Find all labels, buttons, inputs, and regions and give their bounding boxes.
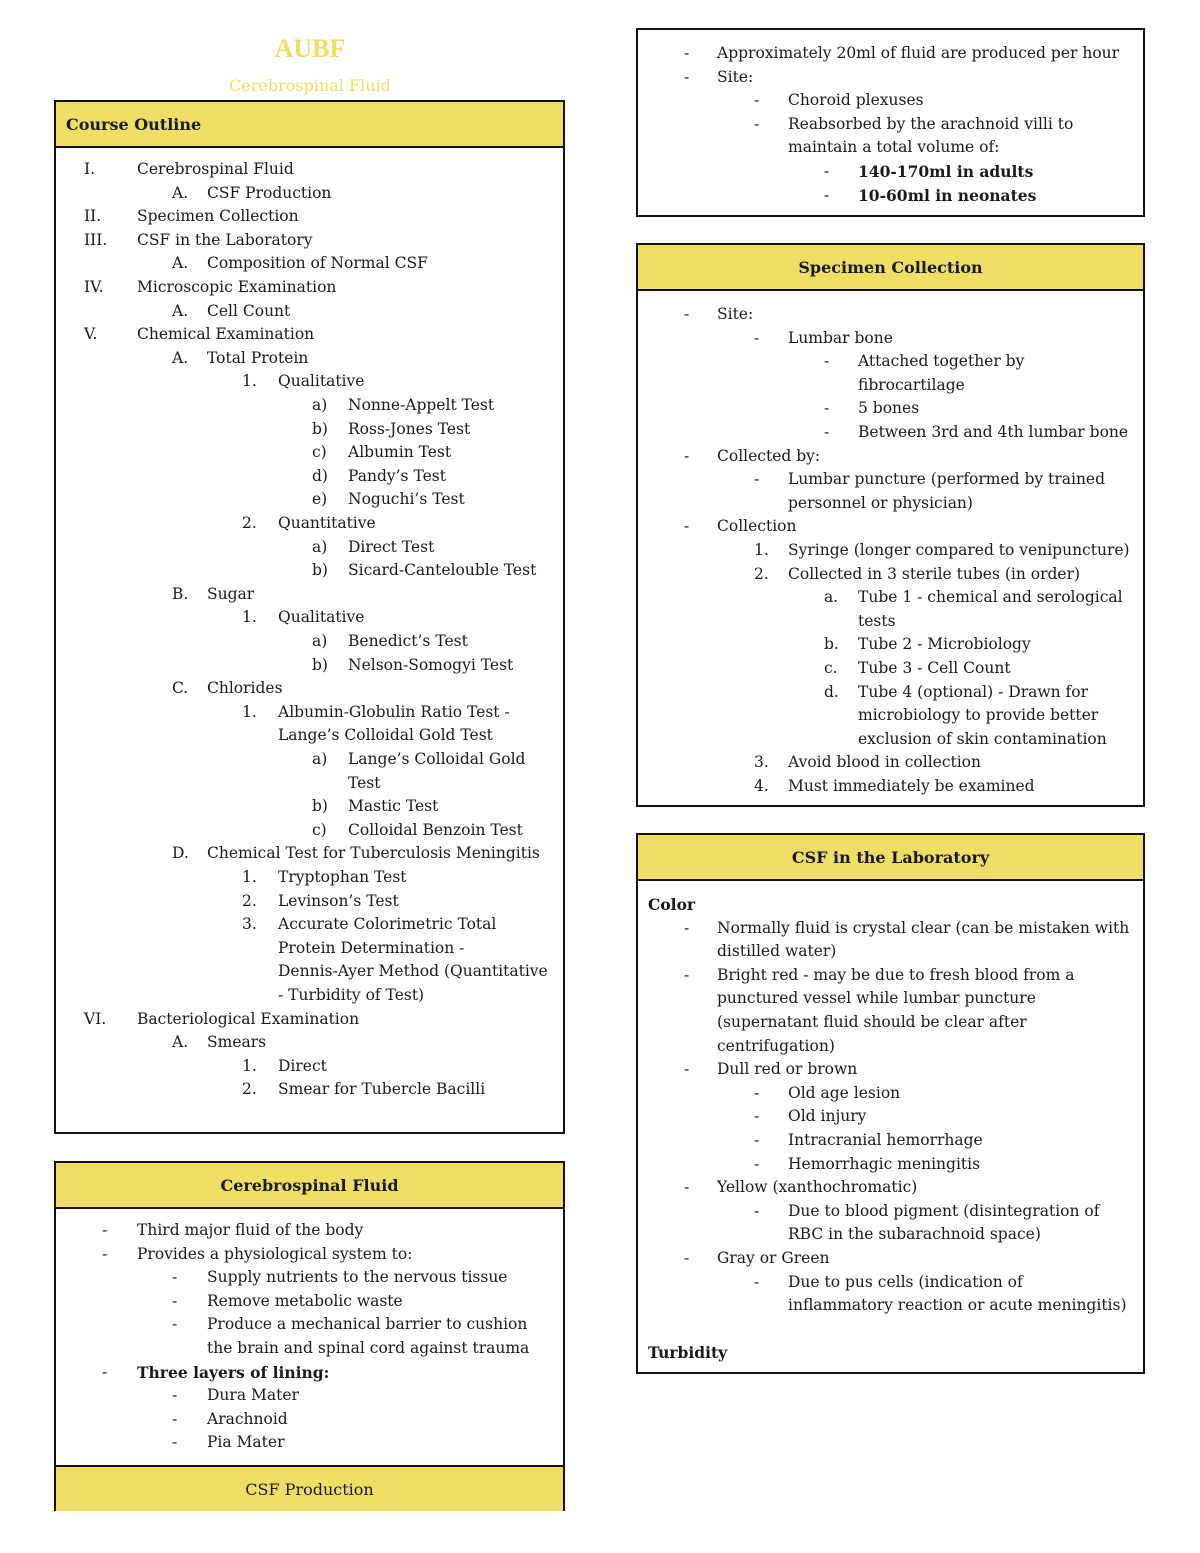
list-marker: 3. bbox=[754, 753, 769, 772]
list-marker: 3. bbox=[242, 915, 257, 934]
list-item: Tube 1 - chemical and serological bbox=[858, 588, 1123, 607]
list-item: Tryptophan Test bbox=[278, 868, 407, 886]
list-item: Yellow (xanthochromatic) bbox=[717, 1178, 918, 1197]
list-marker: 2. bbox=[242, 1080, 257, 1099]
list-marker: - bbox=[102, 1221, 108, 1239]
list-item: Albumin-Globulin Ratio Test - bbox=[278, 702, 510, 721]
list-item: Third major fluid of the body bbox=[137, 1221, 364, 1239]
list-item: Mastic Test bbox=[348, 797, 439, 816]
list-item: Tube 4 (optional) - Drawn for bbox=[858, 682, 1089, 701]
list-item: Syringe (longer compared to venipuncture) bbox=[788, 541, 1130, 559]
list-item: Sugar bbox=[207, 584, 255, 603]
list-item: Provides a physiological system to: bbox=[137, 1244, 413, 1263]
list-marker: A. bbox=[172, 183, 189, 202]
list-marker: - bbox=[684, 918, 690, 937]
list-marker: - bbox=[754, 1083, 760, 1102]
list-item: Between 3rd and 4th lumbar bone bbox=[858, 423, 1129, 441]
list-marker: - bbox=[684, 517, 690, 536]
list-marker: - bbox=[754, 1272, 760, 1291]
list-marker: b. bbox=[824, 635, 839, 654]
list-marker: 2. bbox=[242, 891, 257, 910]
list-marker: - bbox=[754, 91, 760, 110]
list-marker: - bbox=[172, 1386, 178, 1405]
list-item: Smears bbox=[207, 1033, 267, 1052]
list-marker: - bbox=[172, 1291, 178, 1310]
list-marker: - bbox=[102, 1244, 108, 1263]
list-item: Due to pus cells (indication of bbox=[788, 1272, 1023, 1291]
list-item: Due to blood pigment (disintegration of bbox=[788, 1201, 1100, 1220]
list-item: fibrocartilage bbox=[858, 375, 965, 394]
list-marker: - bbox=[684, 1249, 690, 1267]
list-marker: - bbox=[754, 1154, 760, 1173]
list-marker: - bbox=[824, 185, 830, 204]
list-item: Cerebrospinal Fluid bbox=[137, 160, 294, 178]
list-item: Dura Mater bbox=[207, 1386, 299, 1405]
list-marker: - bbox=[684, 305, 690, 323]
list-item: Color bbox=[648, 895, 696, 914]
list-marker: - bbox=[684, 1060, 690, 1079]
list-item: CSF in the Laboratory bbox=[137, 230, 313, 249]
list-item: Tube 3 - Cell Count bbox=[858, 659, 1011, 677]
list-item: Specimen Collection bbox=[137, 207, 299, 226]
list-marker: 1. bbox=[242, 372, 257, 391]
list-item: Total Protein bbox=[207, 348, 309, 367]
list-marker: - bbox=[172, 1409, 178, 1428]
cerebrospinal-fluid-box bbox=[54, 1161, 565, 1511]
cerebrospinal-fluid-header: Cerebrospinal Fluid bbox=[56, 1163, 563, 1209]
list-item: Chemical Examination bbox=[137, 325, 315, 344]
course-outline-box bbox=[54, 100, 565, 1134]
list-item: Quantitative bbox=[278, 514, 376, 532]
csf-production-box bbox=[636, 28, 1145, 217]
list-item: punctured vessel while lumbar puncture bbox=[717, 989, 1036, 1008]
list-item: Test bbox=[348, 773, 381, 792]
list-item: Old age lesion bbox=[788, 1083, 901, 1102]
list-item: Gray or Green bbox=[717, 1249, 830, 1267]
list-marker: 1. bbox=[242, 702, 257, 721]
list-item: Cell Count bbox=[207, 301, 291, 320]
list-marker: VI. bbox=[84, 1009, 107, 1028]
list-marker: - bbox=[172, 1268, 178, 1287]
list-item: (supernatant fluid should be clear after bbox=[717, 1013, 1027, 1031]
list-marker: - bbox=[684, 67, 690, 86]
list-marker: b) bbox=[312, 655, 328, 674]
list-item: Lange’s Colloidal Gold bbox=[348, 750, 526, 768]
list-item: Microscopic Examination bbox=[137, 278, 337, 296]
list-marker: 2. bbox=[754, 564, 769, 583]
list-item: Collection bbox=[717, 517, 797, 536]
list-marker: a) bbox=[312, 537, 328, 556]
list-item: Tube 2 - Microbiology bbox=[858, 635, 1031, 654]
list-item: Lange’s Colloidal Gold Test bbox=[278, 726, 493, 745]
list-item: Arachnoid bbox=[207, 1409, 288, 1428]
csf-laboratory-box bbox=[636, 833, 1145, 1374]
list-marker: b) bbox=[312, 419, 328, 438]
list-marker: - bbox=[824, 352, 830, 371]
list-marker: - bbox=[172, 1433, 178, 1452]
list-marker: - bbox=[754, 470, 760, 489]
list-item: Nonne-Appelt Test bbox=[348, 396, 495, 414]
list-item: Three layers of lining: bbox=[137, 1362, 330, 1382]
list-item: Dull red or brown bbox=[717, 1060, 858, 1079]
list-marker: - bbox=[754, 328, 760, 347]
list-item: Qualitative bbox=[278, 608, 365, 627]
csf-production-header: CSF Production bbox=[56, 1465, 563, 1511]
list-item: Noguchi’s Test bbox=[348, 490, 465, 509]
list-item: Choroid plexuses bbox=[788, 91, 924, 110]
list-marker: d) bbox=[312, 466, 328, 485]
list-marker: D. bbox=[172, 844, 189, 863]
list-marker: d. bbox=[824, 682, 839, 701]
list-item: Collected by: bbox=[717, 446, 821, 465]
list-marker: - bbox=[684, 44, 690, 62]
list-marker: - bbox=[824, 423, 830, 441]
list-item: distilled water) bbox=[717, 942, 837, 961]
list-item: Remove metabolic waste bbox=[207, 1291, 403, 1310]
list-marker: 4. bbox=[754, 777, 769, 795]
list-item: Bacteriological Examination bbox=[137, 1009, 360, 1028]
list-marker: A. bbox=[172, 1033, 189, 1052]
list-item: Hemorrhagic meningitis bbox=[788, 1154, 981, 1173]
list-item: personnel or physician) bbox=[788, 493, 973, 512]
list-item: Qualitative bbox=[278, 372, 365, 391]
list-marker: IV. bbox=[84, 278, 104, 296]
list-item: exclusion of skin contamination bbox=[858, 729, 1107, 748]
list-item: Bright red - may be due to fresh blood from a bbox=[717, 965, 1075, 984]
list-marker: b) bbox=[312, 797, 328, 816]
list-item: Nelson-Somogyi Test bbox=[348, 655, 514, 674]
list-item: 140-170ml in adults bbox=[858, 162, 1034, 181]
list-item: Site: bbox=[717, 67, 754, 86]
list-marker: C. bbox=[172, 679, 189, 698]
list-item: Albumin Test bbox=[348, 443, 452, 462]
list-marker: - bbox=[754, 1107, 760, 1126]
specimen-collection-box bbox=[636, 243, 1145, 807]
list-marker: a) bbox=[312, 396, 328, 414]
list-marker: a. bbox=[824, 588, 839, 607]
list-item: Dennis-Ayer Method (Quantitative bbox=[278, 962, 548, 981]
list-item: Normally fluid is crystal clear (can be mistaken with bbox=[717, 918, 1130, 937]
list-item: Benedict’s Test bbox=[348, 632, 468, 650]
specimen-collection-header: Specimen Collection bbox=[638, 245, 1143, 291]
list-marker: c. bbox=[824, 659, 838, 677]
list-marker: b) bbox=[312, 561, 328, 580]
list-marker: A. bbox=[172, 254, 189, 273]
list-marker: II. bbox=[84, 207, 102, 226]
list-marker: V. bbox=[84, 325, 98, 344]
list-item: tests bbox=[858, 611, 896, 630]
list-item: CSF Production bbox=[207, 183, 332, 202]
list-item: Protein Determination - bbox=[278, 938, 465, 957]
list-item: Supply nutrients to the nervous tissue bbox=[207, 1268, 508, 1287]
course-outline-header: Course Outline bbox=[56, 102, 563, 148]
list-item: Old injury bbox=[788, 1107, 867, 1126]
list-item: Pandy’s Test bbox=[348, 466, 446, 485]
list-marker: c) bbox=[312, 820, 327, 839]
list-marker: 1. bbox=[242, 1056, 257, 1075]
list-item: Smear for Tubercle Bacilli bbox=[278, 1080, 486, 1099]
list-marker: - bbox=[684, 965, 690, 984]
list-marker: - bbox=[754, 1201, 760, 1220]
list-marker: - bbox=[824, 162, 830, 180]
list-item: RBC in the subarachnoid space) bbox=[788, 1225, 1041, 1244]
list-item: maintain a total volume of: bbox=[788, 138, 1000, 157]
list-item: Avoid blood in collection bbox=[788, 753, 982, 772]
list-marker: - bbox=[824, 399, 830, 418]
list-item: Direct bbox=[278, 1056, 327, 1075]
list-marker: B. bbox=[172, 584, 189, 603]
list-item: Reabsorbed by the arachnoid villi to bbox=[788, 114, 1074, 133]
list-marker: 1. bbox=[242, 868, 257, 886]
list-marker: 2. bbox=[242, 514, 257, 532]
list-item: Ross-Jones Test bbox=[348, 419, 471, 438]
list-marker: 1. bbox=[754, 541, 769, 559]
list-marker: - bbox=[684, 1178, 690, 1197]
list-item: Lumbar bone bbox=[788, 328, 893, 347]
list-marker: - bbox=[684, 446, 690, 465]
list-item: the brain and spinal cord against trauma bbox=[207, 1339, 530, 1357]
list-marker: - bbox=[172, 1315, 178, 1334]
list-marker: 1. bbox=[242, 608, 257, 627]
list-item: 10-60ml in neonates bbox=[858, 185, 1037, 205]
list-item: Site: bbox=[717, 305, 754, 323]
list-item: Levinson’s Test bbox=[278, 891, 399, 910]
list-marker: e) bbox=[312, 490, 328, 509]
list-item: Composition of Normal CSF bbox=[207, 254, 428, 273]
document-title: AUBF bbox=[274, 34, 346, 63]
list-item: Chlorides bbox=[207, 679, 283, 698]
list-marker: III. bbox=[84, 230, 108, 249]
list-item: Intracranial hemorrhage bbox=[788, 1131, 983, 1149]
document-subtitle: Cerebrospinal Fluid bbox=[229, 76, 391, 95]
list-item: 5 bones bbox=[858, 399, 920, 418]
list-marker: - bbox=[754, 1131, 760, 1149]
list-marker: a) bbox=[312, 632, 328, 650]
list-item: Sicard-Cantelouble Test bbox=[348, 561, 537, 580]
list-item: microbiology to provide better bbox=[858, 706, 1099, 725]
list-item: Direct Test bbox=[348, 537, 435, 556]
list-marker: I. bbox=[84, 160, 96, 178]
list-marker: c) bbox=[312, 443, 327, 462]
list-item: Turbidity bbox=[648, 1343, 728, 1363]
list-item: - Turbidity of Test) bbox=[278, 986, 425, 1004]
list-item: Pia Mater bbox=[207, 1433, 285, 1452]
list-item: Must immediately be examined bbox=[788, 777, 1035, 795]
list-marker: A. bbox=[172, 301, 189, 320]
list-item: Colloidal Benzoin Test bbox=[348, 820, 523, 839]
list-item: Produce a mechanical barrier to cushion bbox=[207, 1315, 528, 1334]
list-marker: A. bbox=[172, 348, 189, 367]
list-marker: a) bbox=[312, 750, 328, 768]
list-item: Approximately 20ml of fluid are produced per hour bbox=[717, 44, 1120, 62]
list-item: Lumbar puncture (performed by trained bbox=[788, 470, 1106, 489]
list-item: inflammatory reaction or acute meningitis) bbox=[788, 1296, 1127, 1315]
list-item: Chemical Test for Tuberculosis Meningitis bbox=[207, 844, 540, 863]
list-marker: - bbox=[102, 1362, 108, 1381]
list-item: Accurate Colorimetric Total bbox=[278, 915, 497, 934]
list-item: Attached together by bbox=[858, 352, 1025, 371]
csf-laboratory-header: CSF in the Laboratory bbox=[638, 835, 1143, 881]
list-marker: - bbox=[754, 114, 760, 133]
list-item: Collected in 3 sterile tubes (in order) bbox=[788, 564, 1081, 583]
list-item: centrifugation) bbox=[717, 1036, 835, 1055]
